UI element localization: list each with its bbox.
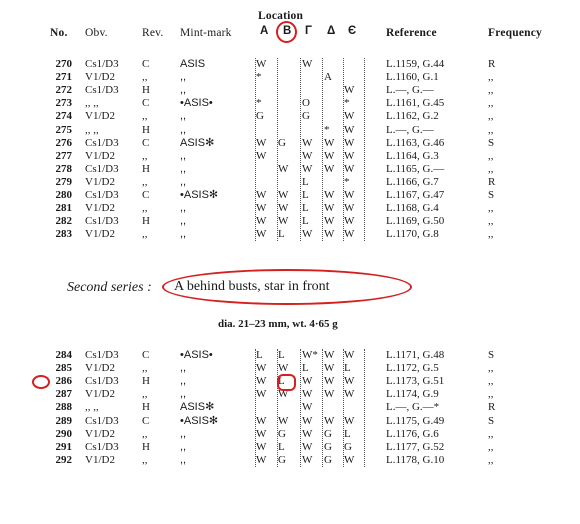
cell-mint: ,, <box>180 123 187 136</box>
cell-no: 276 <box>55 136 72 149</box>
cell-mint: ,, <box>180 388 187 401</box>
cell-ref: L.1175, G.49 <box>386 414 445 427</box>
cell-a: W <box>256 453 267 466</box>
cell-d: A <box>324 71 332 84</box>
cell-b: L <box>278 375 285 388</box>
cell-mint: ,, <box>180 149 187 162</box>
cell-d: W <box>324 202 335 215</box>
table-row <box>0 441 580 454</box>
cell-d: W <box>324 388 335 401</box>
cell-ref: L.1171, G.48 <box>386 349 445 361</box>
cell-no: 274 <box>55 110 72 123</box>
cell-mint: ,, <box>180 362 187 375</box>
cell-e: W <box>344 414 355 427</box>
cell-a: W <box>256 58 267 70</box>
cell-ref: L.—, G.—* <box>386 401 440 414</box>
cell-g: W <box>302 162 313 175</box>
column-separator <box>277 349 278 467</box>
col-loc-a-header: A <box>260 25 269 37</box>
cell-g: O <box>302 97 310 110</box>
cell-ref: L.1172, G.5 <box>386 362 439 375</box>
cell-b: G <box>278 427 286 440</box>
cell-rev: C <box>142 58 150 70</box>
cell-rev: H <box>142 401 150 414</box>
cell-no: 281 <box>55 202 72 215</box>
cell-ref: L.1162, G.2 <box>386 110 439 123</box>
cell-e: W <box>344 349 355 361</box>
cell-rev: H <box>142 162 150 175</box>
cell-e: W <box>344 84 355 97</box>
cell-ref: L.1160, G.1 <box>386 71 439 84</box>
cell-ref: L.—, G.— <box>386 84 434 97</box>
cell-freq: ,, <box>488 97 494 110</box>
column-separator <box>364 58 365 241</box>
cell-freq: ,, <box>488 453 494 466</box>
col-obv-header: Obv. <box>85 27 108 39</box>
cell-freq: ,, <box>488 215 494 228</box>
cell-a: W <box>256 440 267 453</box>
cell-e: W <box>344 123 355 136</box>
cell-rev: H <box>142 440 150 453</box>
cell-obv: V1/D2 <box>85 362 115 375</box>
cell-g: W <box>302 375 313 388</box>
cell-rev: C <box>142 189 150 201</box>
table-row <box>0 124 580 137</box>
table-row <box>0 228 580 241</box>
cell-no: 275 <box>55 123 72 136</box>
cell-rev: ,, <box>142 228 148 241</box>
cell-rev: H <box>142 215 150 228</box>
cell-freq: ,, <box>488 375 494 388</box>
cell-freq: ,, <box>488 71 494 84</box>
cell-ref: L.1168, G.4 <box>386 202 439 215</box>
cell-mint: ,, <box>180 71 187 84</box>
cell-b: L <box>278 440 285 453</box>
cell-mint: ,, <box>180 228 187 241</box>
cell-ref: L.1174, G.9 <box>386 388 439 401</box>
cell-a: * <box>256 71 262 84</box>
table-row <box>0 202 580 215</box>
cell-d: W <box>324 414 335 427</box>
cell-rev: ,, <box>142 110 148 123</box>
cell-no: 289 <box>55 414 72 427</box>
cell-e: W <box>344 189 355 201</box>
cell-no: 271 <box>55 71 72 84</box>
cell-mint: ,, <box>180 84 187 97</box>
cell-a: W <box>256 189 267 201</box>
cell-e: G <box>344 440 352 453</box>
cell-rev: C <box>142 97 150 110</box>
cell-e: W <box>344 228 355 241</box>
cell-freq: ,, <box>488 123 494 136</box>
cell-freq: ,, <box>488 202 494 215</box>
cell-d: W <box>324 149 335 162</box>
cell-no: 288 <box>55 401 72 414</box>
cell-obv: V1/D2 <box>85 175 115 188</box>
cell-obv: V1/D2 <box>85 388 115 401</box>
cell-b: L <box>278 228 285 241</box>
column-separator <box>343 349 344 467</box>
cell-b: G <box>278 136 286 149</box>
column-separator <box>322 349 323 467</box>
cell-b: W <box>278 202 289 215</box>
cell-g: L <box>302 189 309 201</box>
cell-g: L <box>302 175 309 188</box>
cell-rev: H <box>142 375 150 388</box>
table-row <box>0 150 580 163</box>
cell-mint: ,, <box>180 427 187 440</box>
table-row <box>0 454 580 467</box>
table-row <box>0 215 580 228</box>
cell-obv: Cs1/D3 <box>85 440 119 453</box>
col-no-header: No. <box>50 27 68 39</box>
cell-ref: L.1176, G.6 <box>386 427 439 440</box>
cell-b: W <box>278 189 289 201</box>
cell-obv: V1/D2 <box>85 202 115 215</box>
cell-mint: ,, <box>180 110 187 123</box>
cell-a: W <box>256 427 267 440</box>
cell-a: * <box>256 97 262 110</box>
cell-no: 270 <box>55 58 72 70</box>
table-row <box>0 137 580 150</box>
cell-rev: ,, <box>142 362 148 375</box>
cell-rev: H <box>142 123 150 136</box>
cell-e: W <box>344 215 355 228</box>
table-row <box>0 189 580 202</box>
cell-mint: ASIS✻ <box>180 401 215 414</box>
cell-obv: Cs1/D3 <box>85 84 119 97</box>
col-rev-header: Rev. <box>142 27 164 39</box>
cell-ref: L.1178, G.10 <box>386 453 445 466</box>
cell-a: W <box>256 414 267 427</box>
cell-ref: L.1173, G.51 <box>386 375 445 388</box>
cell-mint: ,, <box>180 375 187 388</box>
cell-a: W <box>256 149 267 162</box>
table-row <box>0 97 580 110</box>
cell-freq: R <box>488 58 496 70</box>
cell-ref: L.1170, G.8 <box>386 228 439 241</box>
cell-no: 278 <box>55 162 72 175</box>
cell-freq: ,, <box>488 427 494 440</box>
cell-freq: R <box>488 401 496 414</box>
column-separator <box>364 349 365 467</box>
cell-mint: •ASIS• <box>180 97 213 110</box>
col-mint-header: Mint-mark <box>180 27 232 39</box>
cell-d: W <box>324 362 335 375</box>
cell-e: W <box>344 162 355 175</box>
col-ref-header: Reference <box>386 27 437 39</box>
table-row <box>0 71 580 84</box>
cell-e: W <box>344 388 355 401</box>
cell-ref: L.1177, G.52 <box>386 440 445 453</box>
cell-obv: V1/D2 <box>85 427 115 440</box>
cell-mint: ,, <box>180 440 187 453</box>
cell-obv: V1/D2 <box>85 149 115 162</box>
cell-a: W <box>256 362 267 375</box>
cell-freq: ,, <box>488 162 494 175</box>
cell-ref: L.—, G.— <box>386 123 434 136</box>
col-loc-d-header: Δ <box>327 25 336 37</box>
col-loc-e-header: Є <box>348 25 357 37</box>
col-loc-b-header: B <box>283 25 292 37</box>
cell-obv: ,, ,, <box>85 123 99 136</box>
cell-d: W <box>324 375 335 388</box>
cell-rev: ,, <box>142 388 148 401</box>
cell-freq: ,, <box>488 228 494 241</box>
cell-g: W <box>302 440 313 453</box>
cell-mint: ASIS <box>180 58 206 70</box>
column-separator <box>322 58 323 241</box>
column-separator <box>343 58 344 241</box>
cell-obv: Cs1/D3 <box>85 58 119 70</box>
highlight-ellipse-series <box>162 269 412 305</box>
table-row <box>0 84 580 97</box>
cell-g: W* <box>302 349 318 361</box>
cell-ref: L.1163, G.46 <box>386 136 445 149</box>
cell-rev: ,, <box>142 427 148 440</box>
cell-ref: L.1161, G.45 <box>386 97 445 110</box>
cell-rev: ,, <box>142 149 148 162</box>
cell-mint: ASIS✻ <box>180 136 215 149</box>
table-row <box>0 58 580 71</box>
cell-a: L <box>256 349 263 361</box>
column-separator <box>255 349 256 467</box>
cell-e: W <box>344 202 355 215</box>
cell-b: W <box>278 215 289 228</box>
cell-no: 283 <box>55 228 72 241</box>
cell-d: W <box>324 349 335 361</box>
cell-mint: ,, <box>180 453 187 466</box>
cell-obv: V1/D2 <box>85 110 115 123</box>
cell-d: W <box>324 189 335 201</box>
table-row <box>0 176 580 189</box>
cell-d: G <box>324 440 332 453</box>
cell-a: W <box>256 215 267 228</box>
cell-a: W <box>256 202 267 215</box>
cell-d: W <box>324 136 335 149</box>
cell-no: 280 <box>55 189 72 201</box>
table-row <box>0 401 580 414</box>
cell-g: W <box>302 401 313 414</box>
cell-g: W <box>302 136 313 149</box>
col-loc-g-header: Γ <box>305 25 313 37</box>
series-dimensions: dia. 21–23 mm, wt. 4·65 g <box>218 318 338 330</box>
cell-b: W <box>278 414 289 427</box>
cell-mint: ,, <box>180 175 187 188</box>
cell-ref: L.1166, G.7 <box>386 175 439 188</box>
cell-d: G <box>324 453 332 466</box>
cell-no: 290 <box>55 427 72 440</box>
cell-b: W <box>278 162 289 175</box>
column-separator <box>300 349 301 467</box>
cell-mint: •ASIS• <box>180 349 213 361</box>
cell-ref: L.1164, G.3 <box>386 149 439 162</box>
cell-e: W <box>344 453 355 466</box>
cell-g: L <box>302 362 309 375</box>
cell-mint: ,, <box>180 215 187 228</box>
cell-rev: C <box>142 349 150 361</box>
cell-no: 282 <box>55 215 72 228</box>
series-label: Second series : <box>67 280 152 295</box>
cell-a: G <box>256 110 264 123</box>
cell-e: W <box>344 375 355 388</box>
highlight-circle-286-b <box>277 374 296 391</box>
cell-ref: L.1159, G.44 <box>386 58 445 70</box>
cell-rev: C <box>142 414 150 427</box>
cell-g: W <box>302 427 313 440</box>
column-separator <box>300 58 301 241</box>
table-row <box>0 428 580 441</box>
cell-e: L <box>344 427 351 440</box>
cell-rev: ,, <box>142 453 148 466</box>
cell-b: L <box>278 349 285 361</box>
cell-d: W <box>324 215 335 228</box>
cell-g: W <box>302 149 313 162</box>
location-header: Location <box>258 10 304 22</box>
cell-no: 291 <box>55 440 72 453</box>
cell-obv: Cs1/D3 <box>85 136 119 149</box>
cell-e: * <box>344 97 350 110</box>
cell-b: G <box>278 453 286 466</box>
column-separator <box>277 58 278 241</box>
cell-d: G <box>324 427 332 440</box>
cell-obv: V1/D2 <box>85 71 115 84</box>
cell-ref: L.1165, G.— <box>386 162 445 175</box>
cell-no: 273 <box>55 97 72 110</box>
cell-e: L <box>344 362 351 375</box>
cell-freq: ,, <box>488 388 494 401</box>
col-freq-header: Frequency <box>488 27 542 39</box>
cell-g: W <box>302 388 313 401</box>
cell-freq: S <box>488 136 495 149</box>
cell-g: L <box>302 215 309 228</box>
cell-g: W <box>302 228 313 241</box>
cell-no: 285 <box>55 362 72 375</box>
cell-ref: L.1167, G.47 <box>386 189 445 201</box>
cell-rev: ,, <box>142 202 148 215</box>
cell-obv: Cs1/D3 <box>85 414 119 427</box>
cell-obv: Cs1/D3 <box>85 375 119 388</box>
cell-no: 287 <box>55 388 72 401</box>
cell-freq: R <box>488 175 496 188</box>
cell-no: 277 <box>55 149 72 162</box>
cell-d: W <box>324 162 335 175</box>
cell-g: W <box>302 58 313 70</box>
series-description: A behind busts, star in front <box>174 279 330 294</box>
cell-b: W <box>278 388 289 401</box>
table-row <box>0 110 580 123</box>
cell-obv: V1/D2 <box>85 228 115 241</box>
cell-d: * <box>324 123 330 136</box>
cell-rev: C <box>142 136 150 149</box>
cell-freq: ,, <box>488 149 494 162</box>
cell-a: W <box>256 388 267 401</box>
table-row <box>0 349 580 362</box>
cell-rev: H <box>142 84 150 97</box>
cell-obv: Cs1/D3 <box>85 349 119 361</box>
cell-d: W <box>324 228 335 241</box>
cell-no: 292 <box>55 453 72 466</box>
cell-rev: ,, <box>142 71 148 84</box>
cell-no: 279 <box>55 175 72 188</box>
cell-freq: ,, <box>488 362 494 375</box>
cell-obv: ,, ,, <box>85 401 99 414</box>
cell-ref: L.1169, G.50 <box>386 215 445 228</box>
cell-obv: Cs1/D3 <box>85 189 119 201</box>
cell-e: W <box>344 136 355 149</box>
cell-g: G <box>302 110 310 123</box>
cell-no: 284 <box>55 349 72 361</box>
cell-a: W <box>256 136 267 149</box>
cell-no: 286 <box>55 375 72 388</box>
cell-no: 272 <box>55 84 72 97</box>
cell-mint: ,, <box>180 202 187 215</box>
cell-mint: ,, <box>180 162 187 175</box>
cell-a: W <box>256 375 267 388</box>
table-row <box>0 415 580 428</box>
cell-e: W <box>344 110 355 123</box>
cell-g: L <box>302 202 309 215</box>
cell-e: * <box>344 175 350 188</box>
cell-freq: S <box>488 349 495 361</box>
cell-g: W <box>302 414 313 427</box>
cell-a: W <box>256 228 267 241</box>
cell-freq: ,, <box>488 440 494 453</box>
highlight-circle-b-header <box>276 21 297 43</box>
cell-mint: •ASIS✻ <box>180 414 219 427</box>
cell-mint: •ASIS✻ <box>180 189 219 201</box>
cell-b: W <box>278 362 289 375</box>
cell-obv: Cs1/D3 <box>85 215 119 228</box>
highlight-ellipse-row-286 <box>32 375 50 389</box>
table-row <box>0 163 580 176</box>
cell-freq: S <box>488 189 495 201</box>
cell-rev: ,, <box>142 175 148 188</box>
column-separator <box>255 58 256 241</box>
cell-obv: Cs1/D3 <box>85 162 119 175</box>
cell-obv: V1/D2 <box>85 453 115 466</box>
cell-e: W <box>344 149 355 162</box>
cell-obv: ,, ,, <box>85 97 99 110</box>
cell-freq: S <box>488 414 495 427</box>
cell-freq: ,, <box>488 84 494 97</box>
cell-freq: ,, <box>488 110 494 123</box>
cell-g: W <box>302 453 313 466</box>
